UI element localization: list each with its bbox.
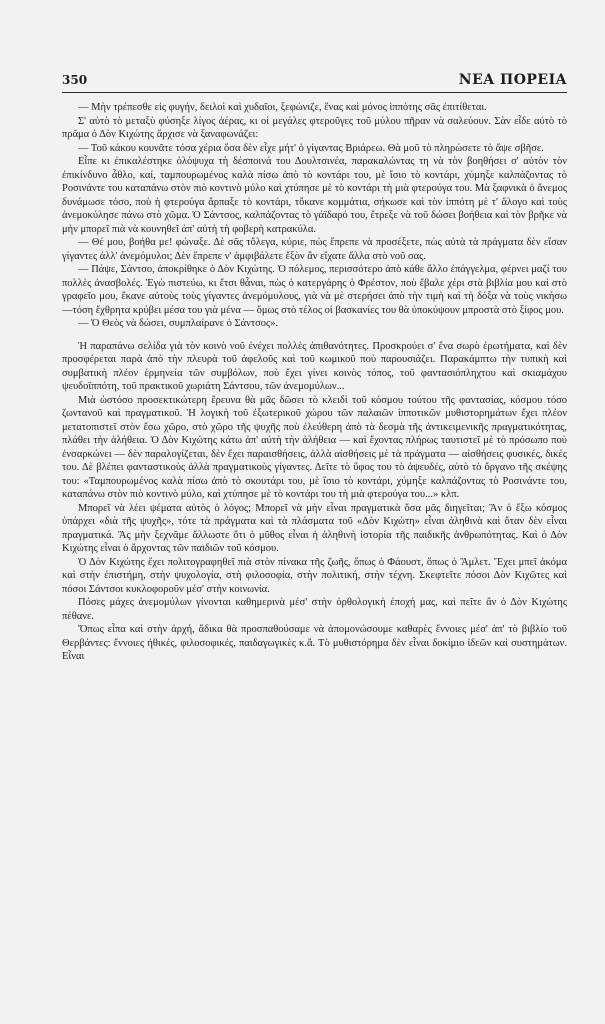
- paragraph: Εἶπε κι ἐπικαλέστηκε ὁλόψυχα τὴ δέσποινά του Δουλτσινέα, παρακαλώντας τη νὰ τὸν βοηθήσει σ' αὐτὸν τὸν ἐπικίνδυνο ἆθλο, καί, ταμπουρωμένος καλὰ πίσω ἀπὸ τὸ κοντάρι του, μὲ ἴσιο τὸ κοντάρι, χύμηξε καλπάζοντας τὸ Ροσινάντε του καταπάνω στὸν πιὸ κοντινὸ μύλο καὶ χτύπησε μὲ τὸ κοντάρι τὴ μιὰ φτερούγα του. Μὰ ξαφνικὰ ὁ ἄνεμος δυνάμωσε τόσο, ποὺ ἡ φτερούγα ἅρπαξε τὸ κοντάρι, τὄκανε κομμάτια, σήκωσε καὶ τὸν ἱππότη μὲ τ' ἄλογο καὶ τοὺς ἀνεμοκύλησε πάνω στὸ χῶμα. Ὁ Σάντσος, καλπάζοντας τὸ γάϊδαρό του, ἔτρεξε νὰ τοῦ δώσει βοήθεια καὶ τὸν βρῆκε νὰ μὴν μπορεῖ πιὰ νὰ κουνηθεῖ ἀπ' αὐτὴ τὴ φοβερὴ κατρακύλα.: [62, 156, 567, 235]
- paragraph: — Θέ μου, βοήθα με! φώναξε. Δὲ σᾶς τὄλεγα, κύριε, πὼς ἔπρεπε νὰ προσέξετε, πὼς αὐτὰ τὰ πράγματα δὲν εἴσαν γίγαντες ἀλλ' ἀνεμόμυλοι; Δὲν ἔπρεπε ν' ἀμφιβάλετε ἔξὸν ἂν εἴχατε ἄλλα στὸ νοῦ σας.: [62, 237, 567, 262]
- paragraph: — Μὴν τρέπεσθε εἰς φυγήν, δειλοὶ καὶ χυδαῖοι, ξεφώνιζε, ἕνας καὶ μόνος ἱππότης σᾶς ἐπιτίθεται.: [78, 102, 487, 113]
- paragraph: Σ' αὐτὸ τὸ μεταξὺ φύσηξε λίγος ἀέρας, κι οἱ μεγάλες φτεροῦγες τοῦ μύλου πῆραν νὰ σαλεύουν. Σὰν εἶδε αὐτὸ τὸ πρᾶμα ὁ Δὸν Κιχώτης ἄρχισε νὰ ξαναφωνάζει:: [62, 115, 567, 140]
- paragraph: — Πάψε, Σάντσο, ἀποκρίθηκε ὁ Δὸν Κιχώτης. Ὁ πόλεμος, περισσότερο ἀπὸ κάθε ἄλλο ἐπάγγελμα, φέρνει μαζί του πολλὲς ἀνασβολές. Ἐγὼ πιστεύω, κι ἔτσι θἆναι, πὼς ὁ κατεργάρης ὁ Φρέστον, ποὺ ἔβαλε χέρι στὰ βιβλία μου καὶ στὸ γραφεῖο μου, ἔκανε αὐτοὺς τοὺς γίγαντες ἀνεμόμυλους, γιὰ νὰ μὲ στερήσει ἀπὸ τὴν τιμὴ καὶ τὴ δόξα νὰ τοὺς νικήσω —τόση ἔχθρητα κρύβει μέσα του γιὰ μένα — ὅμως στὸ τέλος οἱ βασκανίες του θὰ ὑποκύψουν μπροστὰ στὸ ξίφος μου.: [62, 264, 567, 316]
- paragraph: — Τοῦ κάκου κουνᾶτε τόσα χέρια ὅσα δὲν εἶχε μήτ' ὁ γίγαντας Βριάρεω. Θὰ μοῦ τὸ πληρώσετε τὸ ἄψε σβῆσε.: [78, 142, 544, 154]
- paragraph: Μπορεῖ νὰ λέει ψέματα αὐτὸς ὁ λόγος; Μπορεῖ νὰ μὴν εἶναι πραγματικὰ ὅσα μᾶς διηγεῖται; Ἂν ὁ ἔξω κόσμος ὑπάρχει «διὰ τῆς ψυχῆς», τότε τὰ πράγματα καὶ τὰ πλάσματα τοῦ «Δὸν Κιχώτη» εἶναι ἀληθινὰ καὶ ὅταν δὲν εἶναι πραγματικά. Ἂς μὴν ξεχνᾶμε ἄλλωστε ὅτι ὁ μῦθος εἶναι ἡ ἀληθινὴ ἱστορία τῆς παιδικῆς ἀνθρωπότητας. Καὶ ὁ Δὸν Κιχώτης εἶναι ὁ ἄρχοντας τῶν παιδιῶν τοῦ κόσμου.: [62, 502, 567, 554]
- paragraph: — Ὁ Θεὸς νὰ δώσει, συμπλαίρανε ὁ Σάντσος».: [78, 318, 279, 329]
- paragraph: Ἡ παραπάνω σελίδα γιὰ τὸν κοινὸ νοῦ ἐνέχει πολλὲς ἀπιθανότητες. Προσκρούει σ' ἕνα σωρὸ ἐρωτήματα, καὶ δὲν προσφέρεται παρὰ ἀπὸ τὴν πλευρὰ τοῦ ἀφελοῦς καὶ τοῦ κωμικοῦ ποὺ παρουσιάζει. Παρακάμπτω τὴν τυπικὴ καὶ συμβατικὴ πλέον ἑρμηνεία τῶν συμβόλων, ποὺ ἔχει γίνει κοινὸς τόπος, τοῦ φαντασιόπληχτου καὶ σκιαμάχου ψευδοϊππότη, τοῦ πρακτικοῦ χωριάτη Σάντσου, τῶν ἀνεμομύλων...: [62, 340, 567, 392]
- paragraph: Μιὰ ὡστόσο προσεκτικώτερη ἔρευνα θὰ μᾶς δῶσει τὸ κλειδὶ τοῦ κόσμου τούτου τῆς φαντασίας, κόσμου τόσο ζωντανοῦ καὶ πραγματικοῦ. Ἡ λογικὴ τοῦ ἐξωτερικοῦ χώρου τῶν παλαιῶν ἱπποτικῶν μυθιστορημάτων ἔχει πλέον μετατοπιστεῖ στὸν ἔσω χῶρο, στὸ χῶρο τῆς ψυχῆς ποὺ ἐλεύθερη ἀπὸ τὰ δεσμὰ τῆς ἀντικειμενικῆς πραγματικότητας, πλάθει τὴν ἀλήθεια. Ὁ Δὸν Κιχώτης κάτω ἀπ' αὐτὴ τὴν ἀλήθεια — καὶ ἔχοντας πλήρως ταυτιστεῖ μὲ τὸ πρόσωπο ποὺ ἐνσαρκώνει — δὲν παραλογίζεται, δὲν ἔχει παραισθήσεις, ἀλλὰ αἰσθήσεις μὲ τὰ πράγματα — αἰσθήσεις φυσικές, δικές του. Δὲ βλέπει φανταστικοὺς ἀλλὰ πραγματικοὺς γίγαντες. Δεῖτε τὸ ὕφος του τὸ ἀψευδές, αὐτὸ τὸ ὄργανο τῆς σκέψης του: «Ταμπουρωμένος καλὰ πίσω ἀπὸ τὸ σκουτάρι του, μὲ ἴσιο τὸ κοντάρι, χύμηξε καλπάζοντας τὸ Ροσινάντε του, καταπάνω στὸν πιὸ κοντινὸ μύλο, καὶ χτύπησε μὲ τὸ κοντάρι του τὴ μιὰ φτερούγα του...» κλπ.: [62, 394, 567, 500]
- paragraph: Πόσες μάχες ἀνεμομύλων γίνονται καθημερινὰ μέσ' στὴν ὀρθολογικὴ ἐποχή μας, καὶ πεῖτε ἂν ὁ Δὸν Κιχώτης πέθανε.: [62, 597, 567, 622]
- running-title: ΝΕΑ ΠΟΡΕΙΑ: [458, 72, 567, 88]
- paragraph: Ὁ Δὸν Κιχώτης ἔχει πολιτογραφηθεῖ πιὰ στὸν πίνακα τῆς ζωῆς, ὅπως ὁ Φάουστ, ὅπως ὁ Ἄμλετ. Ἔχει μπεῖ ἀκόμα καὶ στὴν ἐπιστήμη, στὴν ψυχολογία, στὴ φιλοσοφία, στὴν πολιτική, στὴν τέχνη. Σκεφτεῖτε πόσοι Δὸν Κιχῶτες καὶ πόσοι Σάντσοι κυκλοφοροῦν μέσ' στὴν κοινωνία.: [62, 556, 567, 595]
- paragraph: Ὅπως εἶπα καὶ στὴν ἀρχή, ἄδικα θὰ προσπαθούσαμε νὰ ἀπομονώσουμε καθαρὲς ἔννοιες μέσ' ἀπ' τὸ βιβλίο τοῦ Θερβάντες: ἔννοιες ἠθικές, φιλοσοφικές, παιδαγωγικὲς κ.ἄ. Τὸ μυθιστόρημα δὲν εἶναι δοκίμιο ἰδεῶν καὶ συστημάτων. Εἶναι: [62, 624, 567, 662]
- page-number: 350: [62, 73, 88, 87]
- page-body: [62, 101, 567, 664]
- page-header: [62, 72, 567, 93]
